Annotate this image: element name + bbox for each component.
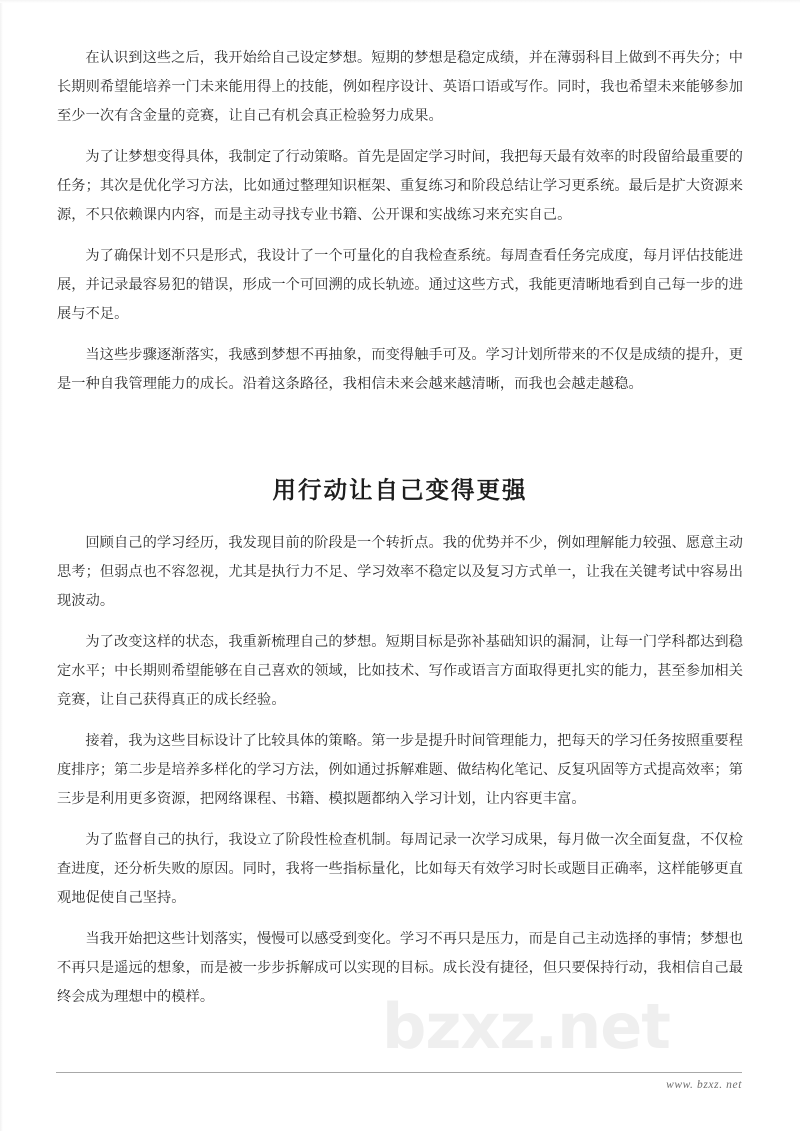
page-title: 用行动让自己变得更强 bbox=[272, 476, 528, 504]
document-body bbox=[57, 44, 743, 1012]
paragraph: 在认识到这些之后，我开始给自己设定梦想。短期的梦想是稳定成绩，并在薄弱科目上做到不再失分；中长期则希望能培养一门未来能用得上的技能，例如程序设计、英语口语或写作。同时，我也希望未来能够参加至少一次有含金量的竞赛，让自己有机会真正检验努力成果。 bbox=[57, 50, 743, 124]
footer-divider bbox=[56, 1072, 742, 1073]
paragraph: 当这些步骤逐渐落实，我感到梦想不再抽象，而变得触手可及。学习计划所带来的不仅是成绩的提升，更是一种自我管理能力的成长。沿着这条路径，我相信未来会越来越清晰，而我也会越走越稳。 bbox=[57, 347, 743, 392]
section-two bbox=[57, 473, 743, 1012]
paragraph: 接着，我为这些目标设计了比较具体的策略。第一步是提升时间管理能力，把每天的学习任务按照重要程度排序；第二步是培养多样化的学习方法，例如通过拆解难题、做结构化笔记、反复巩固等方式提高效率；第三步是利用更多资源，把网络课程、书籍、模拟题都纳入学习计划，让内容更丰富。 bbox=[57, 733, 743, 807]
page-edge-shading-left bbox=[0, 0, 3, 1131]
paragraph: 当我开始把这些计划落实，慢慢可以感受到变化。学习不再只是压力，而是自己主动选择的事情；梦想也不再只是遥远的想象，而是被一步步拆解成可以实现的目标。成长没有捷径，但只要保持行动，我相信自己最终会成为理想中的模样。 bbox=[57, 931, 743, 1005]
paragraph: 为了改变这样的状态，我重新梳理自己的梦想。短期目标是弥补基础知识的漏洞，让每一门学科都达到稳定水平；中长期则希望能够在自己喜欢的领域，比如技术、写作或语言方面取得更扎实的能力，甚至参加相关竞赛，让自己获得真正的成长经验。 bbox=[57, 634, 743, 708]
section-one bbox=[57, 44, 743, 399]
footer-url: www. bzxz. net bbox=[666, 1079, 742, 1091]
paragraph: 为了确保计划不只是形式，我设计了一个可量化的自我检查系统。每周查看任务完成度，每月评估技能进展，并记录最容易犯的错误，形成一个可回溯的成长轨迹。通过这些方式，我能更清晰地看到自己每一步的进展与不足。 bbox=[57, 248, 743, 322]
paragraph: 为了让梦想变得具体，我制定了行动策略。首先是固定学习时间，我把每天最有效率的时段留给最重要的任务；其次是优化学习方法，比如通过整理知识框架、重复练习和阶段总结让学习更系统。最后是扩大资源来源，不只依赖课内内容，而是主动寻找专业书籍、公开课和实战练习来充实自己。 bbox=[57, 149, 743, 223]
site-watermark: bzxz.net bbox=[382, 990, 670, 1063]
section-spacer bbox=[57, 399, 743, 473]
paragraph: 为了监督自己的执行，我设立了阶段性检查机制。每周记录一次学习成果，每月做一次全面复盘，不仅检查进度，还分析失败的原因。同时，我将一些指标量化，比如每天有效学习时长或题目正确率，这样能够更直观地促使自己坚持。 bbox=[57, 832, 743, 906]
page-edge-shading-top bbox=[0, 0, 800, 3]
paragraph: 回顾自己的学习经历，我发现目前的阶段是一个转折点。我的优势并不少，例如理解能力较强、愿意主动思考；但弱点也不容忽视，尤其是执行力不足、学习效率不稳定以及复习方式单一，让我在关键考试中容易出现波动。 bbox=[57, 535, 743, 609]
